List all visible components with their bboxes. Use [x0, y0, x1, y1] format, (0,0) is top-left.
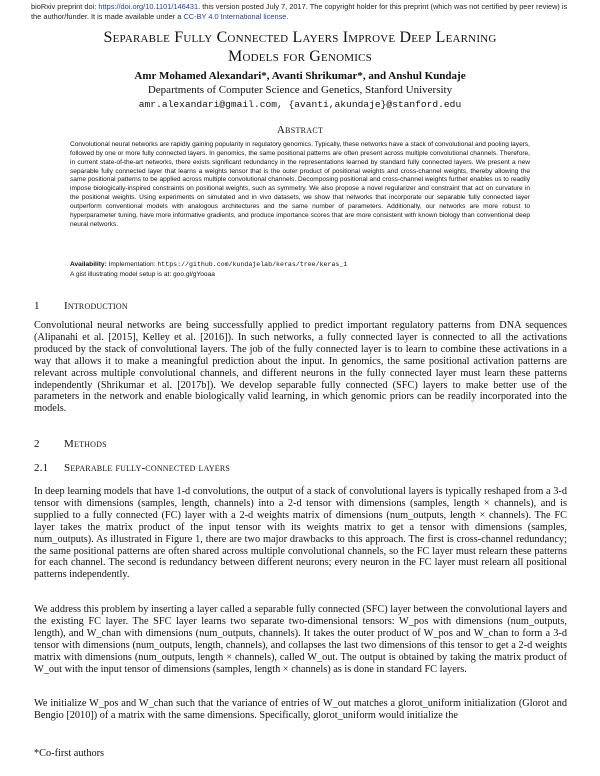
- footnote: *Co-first authors: [34, 748, 105, 759]
- methods-paragraph-1: In deep learning models that have 1-d convolutions, the output of a stack of convolutional layers is typically reshaped from a 3-d tensor with dimensions (samples, length, channels) into a 2-d tensor with dimensions (samples, length × channels), and is supplied to a fully connected (FC) layer with a 2-d weights matrix of dimensions (num_outputs, length × channels). The FC layer takes the matrix product of the input tensor with its weights matrix to get a tensor with dimensions (samples, num_outputs). As illustrated in Figure 1, there are two major drawbacks to this approach. The first is cross-channel redundancy; the same positional patterns are often shared across multiple convolutional channels, so the FC layer must relearn these patterns for each channel. The second is redundancy between different neurons; every neuron in the FC layer must relearn all positional patterns independently.: [34, 486, 567, 581]
- section-title: Introduction: [64, 300, 128, 312]
- gist-text: A gist illustrating model setup is at:: [70, 270, 173, 278]
- doi-link[interactable]: https://doi.org/10.1101/146431: [98, 2, 199, 11]
- abstract-body: Convolutional neural networks are rapidly gaining popularity in regulatory genomics. Typically, these networks have a stack of convolutional and pooling layers, followed by one or more fully connected layers. In genomics, the same positional patterns are often present across multiple convolutional channels. Therefore, in current state-of-the-art networks, there exists significant redundancy in the representations learned by standard fully connected layers. We present a new separable fully connected layer that learns a weights tensor that is the outer product of positional weights and cross-channel weights, thereby allowing the same positional patterns to be applied across multiple convolutional channels. Decomposing positional and cross-channel weights further enables us to readily impose biologically-inspired constraints on positional weights, such as symmetry. We also propose a novel regularizer and constraint that act on curvature in the positional weights. Using experiments on simulated and in vivo datasets, we show that networks that incorporate our separable fully connected layer outperform conventional models with analogous architectures and the same number of parameters. Additionally, our networks are more robust to hyperparameter tuning, have more informative gradients, and produce importance scores that are more consistent with known biology than conventional deep neural networks.: [70, 141, 530, 228]
- notice-text-2: . this version posted July 7, 2017. The copyright holder for this preprint (which was not certified by peer review) is the author/funder. It is made available under a: [31, 2, 568, 21]
- author-list: Amr Mohamed Alexandari*, Avanti Shrikumar*, and Anshul Kundaje: [134, 70, 466, 82]
- title-line-2: Models for Genomics: [228, 48, 372, 65]
- methods-paragraph-3: We initialize W_pos and W_chan such that the variance of entries of W_out matches a glorot_uniform initialization (Glorot and Bengio [2010]) of a matrix with the same dimensions. Specifically, glorot_uniform would initialize the: [34, 698, 567, 721]
- abstract-heading: Abstract: [276, 124, 324, 136]
- methods-paragraph-2: We address this problem by inserting a layer called a separable fully connected (SFC) layer between the convolutional layers and the existing FC layer. The SFC layer learns two separate two-dimensional tensors: W_pos with dimensions (num_outputs, length), and W_chan with dimensions (num_outputs, channels). It takes the outer product of W_pos and W_chan to form a 3-d tensor with dimensions (num_outputs, length, channels), and collapses the last two dimensions of this tensor to get a 2-d weights matrix with dimensions (num_outputs, length × channels), called W_out. The output is obtained by taking the matrix product of W_out with the input tensor of dimensions (samples, length × channels) as is done in standard FC layers.: [34, 604, 567, 675]
- license-link[interactable]: CC-BY 4.0 International license: [183, 12, 287, 21]
- section-number: 1: [34, 300, 40, 312]
- section-introduction-heading: [34, 300, 128, 312]
- notice-text: bioRxiv preprint doi:: [31, 2, 99, 11]
- availability-line: [70, 260, 530, 270]
- implementation-link[interactable]: https://github.com/kundajelab/keras/tree/keras_1: [157, 261, 348, 268]
- availability-text: Implementation:: [106, 261, 158, 268]
- section-methods-heading: [34, 438, 107, 450]
- intro-paragraph: Convolutional neural networks are being successfully applied to predict important regulatory patterns from DNA sequences (Alipanahi et al. [2015], Kelley et al. [2016]). In such networks, a fully connected layer is connected to all the activations produced by the stack of convolutional layers. The job of the fully connected layer is to learn to combine these activations in a way that allows it to make a meaningful prediction about the input. In genomics, the same positional activation patterns are relevant across multiple convolutional channels, and different neurons in the fully connected layer must learn these patterns independently (Shrikumar et al. [2017b]). We develop separable fully connected (SFC) layers to make better use of the parameters in the network and enable biologically valid learning, in which genomic priors can be readily incorporated into the models.: [34, 320, 567, 415]
- subsection-number: 2.1: [34, 462, 49, 474]
- availability-label: Availability:: [70, 261, 107, 268]
- subsection-sfc-heading: [34, 462, 230, 474]
- section-title: Methods: [64, 438, 107, 450]
- subsection-title: Separable fully-connected layers: [64, 462, 231, 474]
- gist-link[interactable]: goo.gl/gYooaa: [173, 270, 215, 278]
- availability-block: [70, 260, 530, 279]
- section-number: 2: [34, 438, 40, 450]
- title-line-1: Separable Fully Connected Layers Improve Deep Learning: [103, 29, 497, 46]
- notice-text-3: .: [286, 12, 289, 21]
- paper-title: [20, 28, 580, 66]
- affiliation: Departments of Computer Science and Genetics, Stanford University: [147, 84, 453, 96]
- author-emails: amr.alexandari@gmail.com, {avanti,akundaje}@stanford.edu: [138, 99, 462, 110]
- gist-line: [70, 270, 530, 280]
- preprint-notice: [31, 2, 571, 22]
